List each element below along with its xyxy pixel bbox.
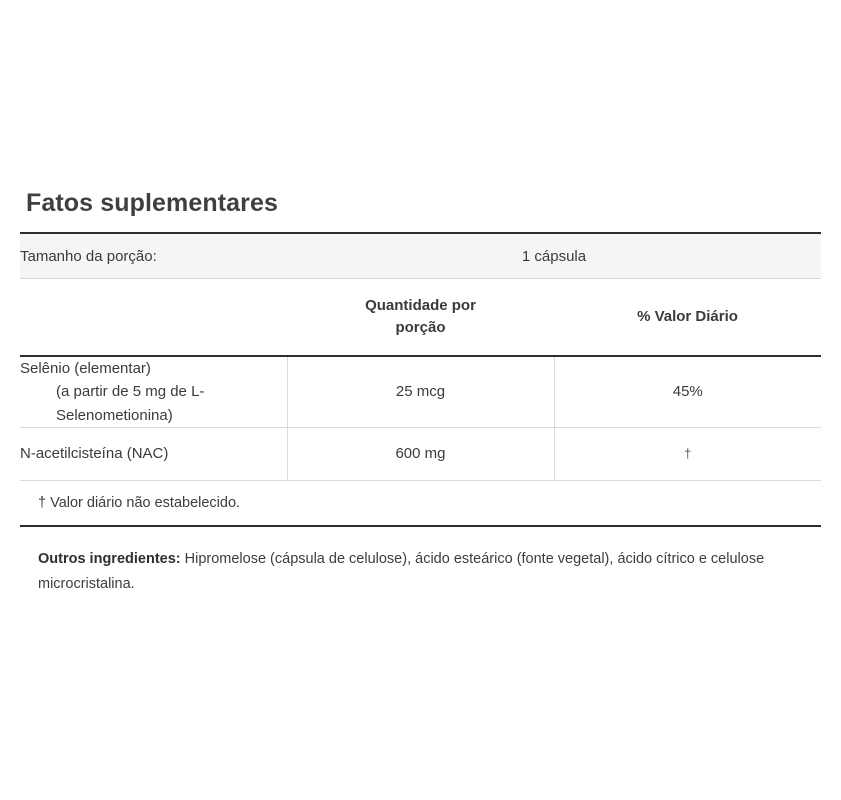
table-header-row (20, 279, 821, 357)
nutrient-amount: 600 mg (287, 427, 554, 480)
nutrient-name: N-acetilcisteína (NAC) (20, 445, 169, 463)
column-header-daily-value: % Valor Diário (554, 279, 821, 357)
other-ingredients-label: Outros ingredientes: (38, 550, 181, 567)
serving-size-label: Tamanho da porção: (20, 233, 287, 279)
nutrient-name-cell (20, 356, 287, 427)
supplement-facts-panel (20, 188, 821, 612)
column-header-blank (20, 279, 287, 357)
serving-size-row (20, 233, 821, 279)
table-row (20, 356, 821, 427)
column-header-amount (287, 279, 554, 357)
other-ingredients-text: Hipromelose (cápsula de celulose), ácido esteárico (fonte vegetal), ácido cítrico e celulose microcristalina. (38, 550, 765, 593)
nutrient-name: Selênio (elementar) (20, 360, 151, 377)
serving-size-value: 1 cápsula (287, 233, 821, 279)
column-header-amount-line1: Quantidade por (365, 297, 476, 315)
nutrient-daily-value: 45% (554, 356, 821, 427)
table-row (20, 427, 821, 480)
supplement-facts-table (20, 232, 821, 527)
nutrient-subtext: (a partir de 5 mg de L-Selenometionina) (56, 383, 205, 424)
footnote-row (20, 480, 821, 526)
page-title: Fatos suplementares (26, 189, 278, 217)
nutrient-daily-value: † (554, 427, 821, 480)
nutrient-amount: 25 mcg (287, 356, 554, 427)
column-header-amount-line2: porção (395, 319, 446, 336)
nutrient-name-cell (20, 427, 287, 480)
other-ingredients (20, 547, 821, 598)
daily-value-footnote: † Valor diário não estabelecido. (20, 480, 821, 526)
